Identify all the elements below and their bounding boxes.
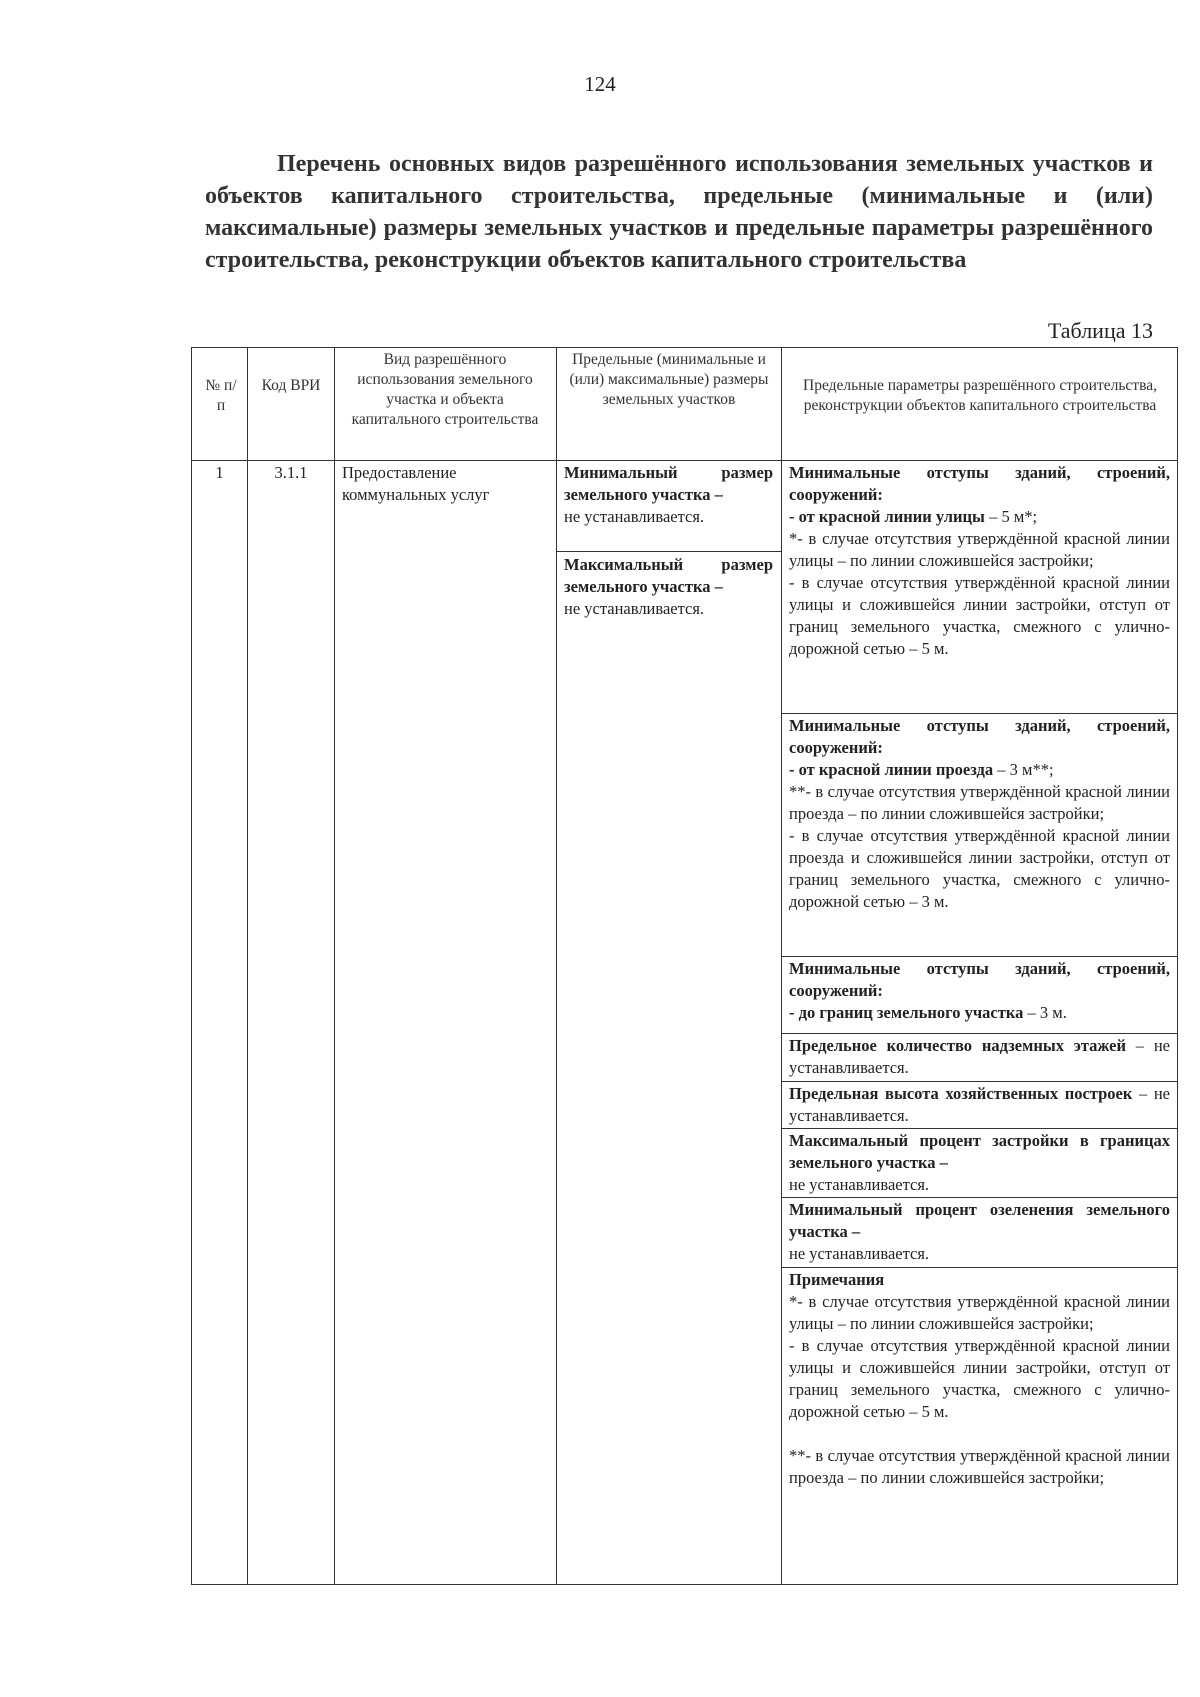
max-size-title: Максимальный размер земельного участка –	[564, 555, 773, 596]
header-sizes: Предельные (минимальные и (или) максимальные) размеры земельных участков	[569, 351, 769, 408]
page-number: 124	[584, 72, 616, 96]
column-divider	[334, 348, 335, 1584]
notes	[789, 1269, 1170, 1489]
param-value: – не устанавливается.	[789, 1084, 1170, 1125]
row-divider	[781, 1267, 1177, 1268]
param-title: Минимальные отступы зданий, строений, сооружений:	[789, 716, 1170, 757]
param-sub-value: – 3 м.	[1023, 1003, 1067, 1022]
param-sub-value: – 3 м**;	[993, 760, 1054, 779]
row-divider	[781, 1128, 1177, 1129]
param-title: Минимальные отступы зданий, строений, сооружений:	[789, 959, 1170, 1000]
param-sub: - до границ земельного участка	[789, 1003, 1024, 1022]
param-value: – не устанавливается.	[789, 1036, 1170, 1077]
column-divider	[556, 348, 557, 1584]
row-divider	[781, 1197, 1177, 1198]
note: - в случае отсутствия утверждённой красной линии улицы и сложившейся линии застройки, отступ от границ земельного участка, смежного с улично-дорожной сетью – 5 м.	[789, 1336, 1170, 1421]
row-kind: Предоставление коммунальных услуг	[342, 463, 490, 504]
param-height	[789, 1083, 1170, 1127]
param-note: - в случае отсутствия утверждённой красной линии улицы и сложившейся линии застройки, отступ от границ земельного участка, смежного с улично-дорожной сетью – 5 м.	[789, 573, 1170, 658]
param-title: Предельное количество надземных этажей	[789, 1036, 1127, 1055]
param-note: **- в случае отсутствия утверждённой красной линии проезда – по линии сложившейся застройки;	[789, 782, 1170, 823]
notes-title: Примечания	[789, 1270, 885, 1289]
min-size	[564, 462, 773, 528]
param-greening	[789, 1199, 1170, 1265]
row-divider	[781, 1033, 1177, 1034]
param-floors	[789, 1035, 1170, 1079]
min-size-value: не устанавливается.	[564, 507, 705, 526]
header-code: Код ВРИ	[261, 377, 321, 394]
param-sub-value: – 5 м*;	[984, 507, 1038, 526]
header-kind: Вид разрешённого использования земельного участка и объекта капитального строительства	[351, 351, 539, 428]
table-label: Таблица 13	[1047, 318, 1153, 343]
header-params: Предельные параметры разрешённого строительства, реконструкции объектов капитального строительства	[803, 377, 1157, 414]
column-divider	[781, 348, 782, 1584]
param-title: Минимальный процент озеленения земельного участка –	[789, 1200, 1170, 1241]
row-num: 1	[215, 463, 224, 482]
column-divider	[247, 348, 248, 1584]
row-divider	[781, 1081, 1177, 1082]
header-num: № п/п	[205, 377, 237, 414]
param-red-line-passage	[789, 715, 1170, 913]
param-value: не устанавливается.	[789, 1175, 930, 1194]
param-title: Предельная высота хозяйственных построек	[789, 1084, 1133, 1103]
param-sub: - от красной линии улицы	[789, 507, 985, 526]
max-size	[564, 554, 773, 620]
param-note: *- в случае отсутствия утверждённой красной линии улицы – по линии сложившейся застройки;	[789, 529, 1170, 570]
note: **- в случае отсутствия утверждённой красной линии проезда – по линии сложившейся застройки;	[789, 1446, 1170, 1487]
row-divider	[781, 713, 1177, 714]
param-plot-border	[789, 958, 1170, 1024]
param-value: не устанавливается.	[789, 1244, 930, 1263]
header-divider	[192, 460, 1177, 461]
row-divider	[781, 956, 1177, 957]
row-divider	[556, 551, 781, 552]
document-title: Перечень основных видов разрешённого использования земельных участков и объектов капитального строительства, предельные (минимальные и (или) максимальные) размеры земельных участков и предельные параметры разрешённого строительства, реконструкции объектов капитального строительства	[205, 151, 1153, 273]
param-sub: - от красной линии проезда	[789, 760, 994, 779]
param-title: Максимальный процент застройки в границах земельного участка –	[789, 1131, 1170, 1172]
min-size-title: Минимальный размер земельного участка –	[564, 463, 773, 504]
max-size-value: не устанавливается.	[564, 599, 705, 618]
row-code: 3.1.1	[274, 463, 308, 482]
param-note: - в случае отсутствия утверждённой красной линии проезда и сложившейся линии застройки, отступ от границ земельного участка, смежного с улично-дорожной сетью – 3 м.	[789, 826, 1170, 911]
param-title: Минимальные отступы зданий, строений, сооружений:	[789, 463, 1170, 504]
note: *- в случае отсутствия утверждённой красной линии улицы – по линии сложившейся застройки;	[789, 1292, 1170, 1333]
parameters-table	[191, 347, 1178, 1585]
param-coverage	[789, 1130, 1170, 1196]
param-red-line-street	[789, 462, 1170, 660]
